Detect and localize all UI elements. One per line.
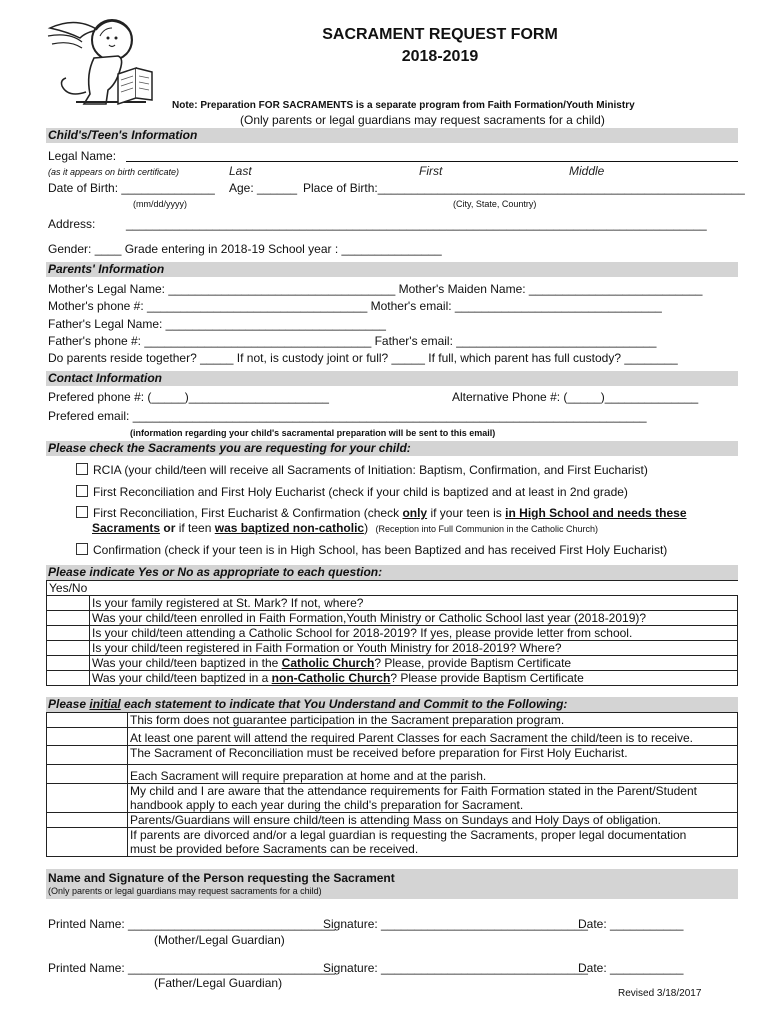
section-sacraments-heading: Please check the Sacraments you are requesting for your child: [46,441,738,456]
table-row [47,581,738,596]
high-school-emphasis: in High School and needs these [505,506,687,520]
if-teen-text: if your teen is [427,506,506,520]
email-note: (information regarding your child's sacramental preparation will be sent to this email) [130,428,496,438]
non-catholic-emphasis: was baptized non-catholic [214,521,365,535]
father-signature-field[interactable]: Signature: _______________________________ [323,961,588,975]
initial-cell[interactable] [47,713,128,728]
section-yesno-heading: Please indicate Yes or No as appropriate to each question: [46,565,738,580]
table-row [47,828,738,857]
table-row [47,784,738,813]
mother-signature-field[interactable]: Signature: _______________________________ [323,917,588,931]
q5-text-c: ? Please, provide Baptism Certificate [374,656,572,670]
question-text: Is your family registered at St. Mark? If not, where? [90,596,738,611]
father-printed-name-field[interactable]: Printed Name: _______________________________ [48,961,335,975]
father-phone-field[interactable]: Father's phone #: __________________________________ Father's email: ______________________________ [48,334,657,348]
question-text: Is your child/teen attending a Catholic School for 2018-2019? If yes, please provide letter from school. [90,626,738,641]
question-text: Was your child/teen enrolled in Faith Formation,Youth Ministry or Catholic School last year (2018-2019)? [90,611,738,626]
question-text [90,671,738,686]
commit-statement-7a: If parents are divorced and/or a legal guardian is requesting the Sacraments, proper legal documentation [130,828,687,842]
commit-statement [128,828,738,857]
rec-eucharist-confirmation-option[interactable] [76,506,687,520]
table-row [47,671,738,686]
gender-grade-field[interactable]: Gender: ____ Grade entering in 2018-19 School year : _______________ [48,242,442,256]
or-text: or [160,521,179,535]
legal-name-label: Legal Name: [48,149,117,163]
answer-cell[interactable] [47,626,90,641]
legal-name-field[interactable] [126,161,738,162]
lion-logo-icon [46,14,156,110]
mother-printed-name-field[interactable]: Printed Name: _______________________________ [48,917,335,931]
rec-eucharist-confirmation-label: First Reconciliation, First Eucharist & Confirmation (check [93,506,403,520]
reception-note: (Reception into Full Communion in the Catholic Church) [375,524,599,534]
commit-statement: Each Sacrament will require preparation at home and at the parish. [128,765,738,784]
answer-cell[interactable] [47,596,90,611]
q6-emphasis: non-Catholic Church [271,671,391,685]
commit-table [46,712,738,857]
answer-cell[interactable] [47,671,90,686]
section-contact-heading: Contact Information [46,371,738,386]
commit-statement: This form does not guarantee participation in the Sacrament preparation program. [128,713,738,728]
table-row [47,596,738,611]
preferred-phone-field[interactable]: Prefered phone #: (_____)_____________________ [48,390,329,404]
confirmation-option[interactable] [76,543,667,557]
table-row [47,713,738,728]
last-name-label: Last [229,164,252,178]
form-title: SACRAMENT REQUEST FORM [322,26,558,43]
alternative-phone-field[interactable]: Alternative Phone #: (_____)______________ [452,390,699,404]
father-guardian-label: (Father/Legal Guardian) [154,976,283,990]
question-text [90,656,738,671]
first-name-label: First [419,164,443,178]
q6-text-a: Was your child/teen baptized in a [92,671,272,685]
paren-close: ) [364,521,369,535]
rec-eucharist-confirmation-checkbox[interactable] [76,506,88,518]
commit-statement: Parents/Guardians will ensure child/teen is attending Mass on Sundays and Holy Days of obligation. [128,813,738,828]
initial-cell[interactable] [47,765,128,784]
confirmation-checkbox[interactable] [76,543,88,555]
commit-statement [128,784,738,813]
dob-format-hint: (mm/dd/yyyy) [133,199,187,209]
father-date-field[interactable]: Date: ___________ [578,961,684,975]
signature-heading: Name and Signature of the Person requesting the Sacrament [48,871,395,885]
q5-emphasis: Catholic Church [281,656,375,670]
father-name-field[interactable]: Father's Legal Name: _________________________________ [48,317,386,331]
only-emphasis: only [402,506,428,520]
table-row [47,656,738,671]
table-row [47,641,738,656]
place-of-birth-field[interactable]: Place of Birth:_______________________________________________________ [303,181,745,195]
answer-cell[interactable] [47,656,90,671]
initial-cell[interactable] [47,813,128,828]
form-year: 2018-2019 [401,48,479,65]
place-format-hint: (City, State, Country) [453,199,537,209]
sacraments-emphasis: Sacraments [92,521,161,535]
section-child-heading: Child's/Teen's Information [46,128,738,143]
first-reconciliation-checkbox[interactable] [76,485,88,497]
commit-statement-5b: handbook apply to each year during the child's preparation for Sacrament. [130,798,524,812]
mother-phone-field[interactable]: Mother's phone #: _________________________________ Mother's email: _______________________________ [48,299,662,313]
first-reconciliation-label: First Reconciliation and First Holy Eucharist (check if your child is baptized and at least in 2nd grade) [93,485,628,499]
section-parents-heading: Parents' Information [46,262,738,277]
age-field[interactable]: Age: ______ [229,181,298,195]
commit-statement: The Sacrament of Reconciliation must be received before preparation for First Holy Eucharist. [128,746,738,765]
yesno-table [46,580,738,686]
rec-eucharist-confirmation-line2 [92,521,598,536]
question-text: Is your child/teen registered in Faith Formation or Youth Ministry for 2018-2019? Where? [90,641,738,656]
q5-text-a: Was your child/teen baptized in the [92,656,282,670]
signature-subnote: (Only parents or legal guardians may request sacraments for a child) [48,886,322,896]
rcia-checkbox[interactable] [76,463,88,475]
answer-cell[interactable] [47,641,90,656]
answer-cell[interactable] [47,611,90,626]
mother-date-field[interactable]: Date: ___________ [578,917,684,931]
address-label: Address: [48,217,96,231]
rcia-label: RCIA (your child/teen will receive all Sacraments of Initiation: Baptism, Confirmation, and First Eucharist) [93,463,648,477]
if-teen2-text: if teen [178,521,215,535]
initial-cell[interactable] [47,746,128,765]
initial-cell[interactable] [47,828,128,857]
guardian-note: (Only parents or legal guardians may request sacraments for a child) [240,113,605,127]
commit-statement: At least one parent will attend the required Parent Classes for each Sacrament the child/teen is to receive. [128,728,738,746]
table-row [47,611,738,626]
table-row [47,626,738,641]
table-row [47,728,738,746]
custody-field[interactable]: Do parents reside together? _____ If not, is custody joint or full? _____ If full, which parent has full custody? ________ [48,351,678,365]
mother-name-field[interactable]: Mother's Legal Name: __________________________________ Mother's Maiden Name: __________________________ [48,282,703,296]
mother-guardian-label: (Mother/Legal Guardian) [154,933,285,947]
date-of-birth-field[interactable]: Date of Birth: ______________ [48,181,215,195]
initial-cell[interactable] [47,728,128,746]
initial-cell[interactable] [47,784,128,813]
table-row [47,765,738,784]
program-note: Note: Preparation FOR SACRAMENTS is a separate program from Faith Formation/Youth Ministry [172,100,635,111]
initial-emphasis: initial [89,697,121,711]
commit-heading-a: Please [48,697,90,711]
section-commit-heading [46,697,738,712]
preferred-email-field[interactable]: Prefered email: _____________________________________________________________________________ [48,409,647,423]
table-row [47,813,738,828]
q6-text-c: ? Please provide Baptism Certificate [390,671,584,685]
commit-statement-5a: My child and I are aware that the attendance requirements for Faith Formation stated in the Parent/Student [130,784,697,798]
commit-heading-b: each statement to indicate that You Understand and Commit to the Following: [120,697,568,711]
confirmation-label: Confirmation (check if your teen is in High School, has been Baptized and has received First Holy Eucharist) [93,543,668,557]
address-field[interactable]: _______________________________________________________________________________________ [126,217,707,231]
rcia-option[interactable] [76,463,648,477]
table-row [47,746,738,765]
revised-date: Revised 3/18/2017 [618,988,702,999]
commit-statement-7b: must be provided before Sacraments can be received. [130,842,419,856]
first-reconciliation-option[interactable] [76,485,628,499]
middle-name-label: Middle [569,164,605,178]
signature-heading-box [46,869,738,899]
birth-certificate-note: (as it appears on birth certificate) [48,167,180,177]
yesno-column-header: Yes/No [47,581,738,596]
